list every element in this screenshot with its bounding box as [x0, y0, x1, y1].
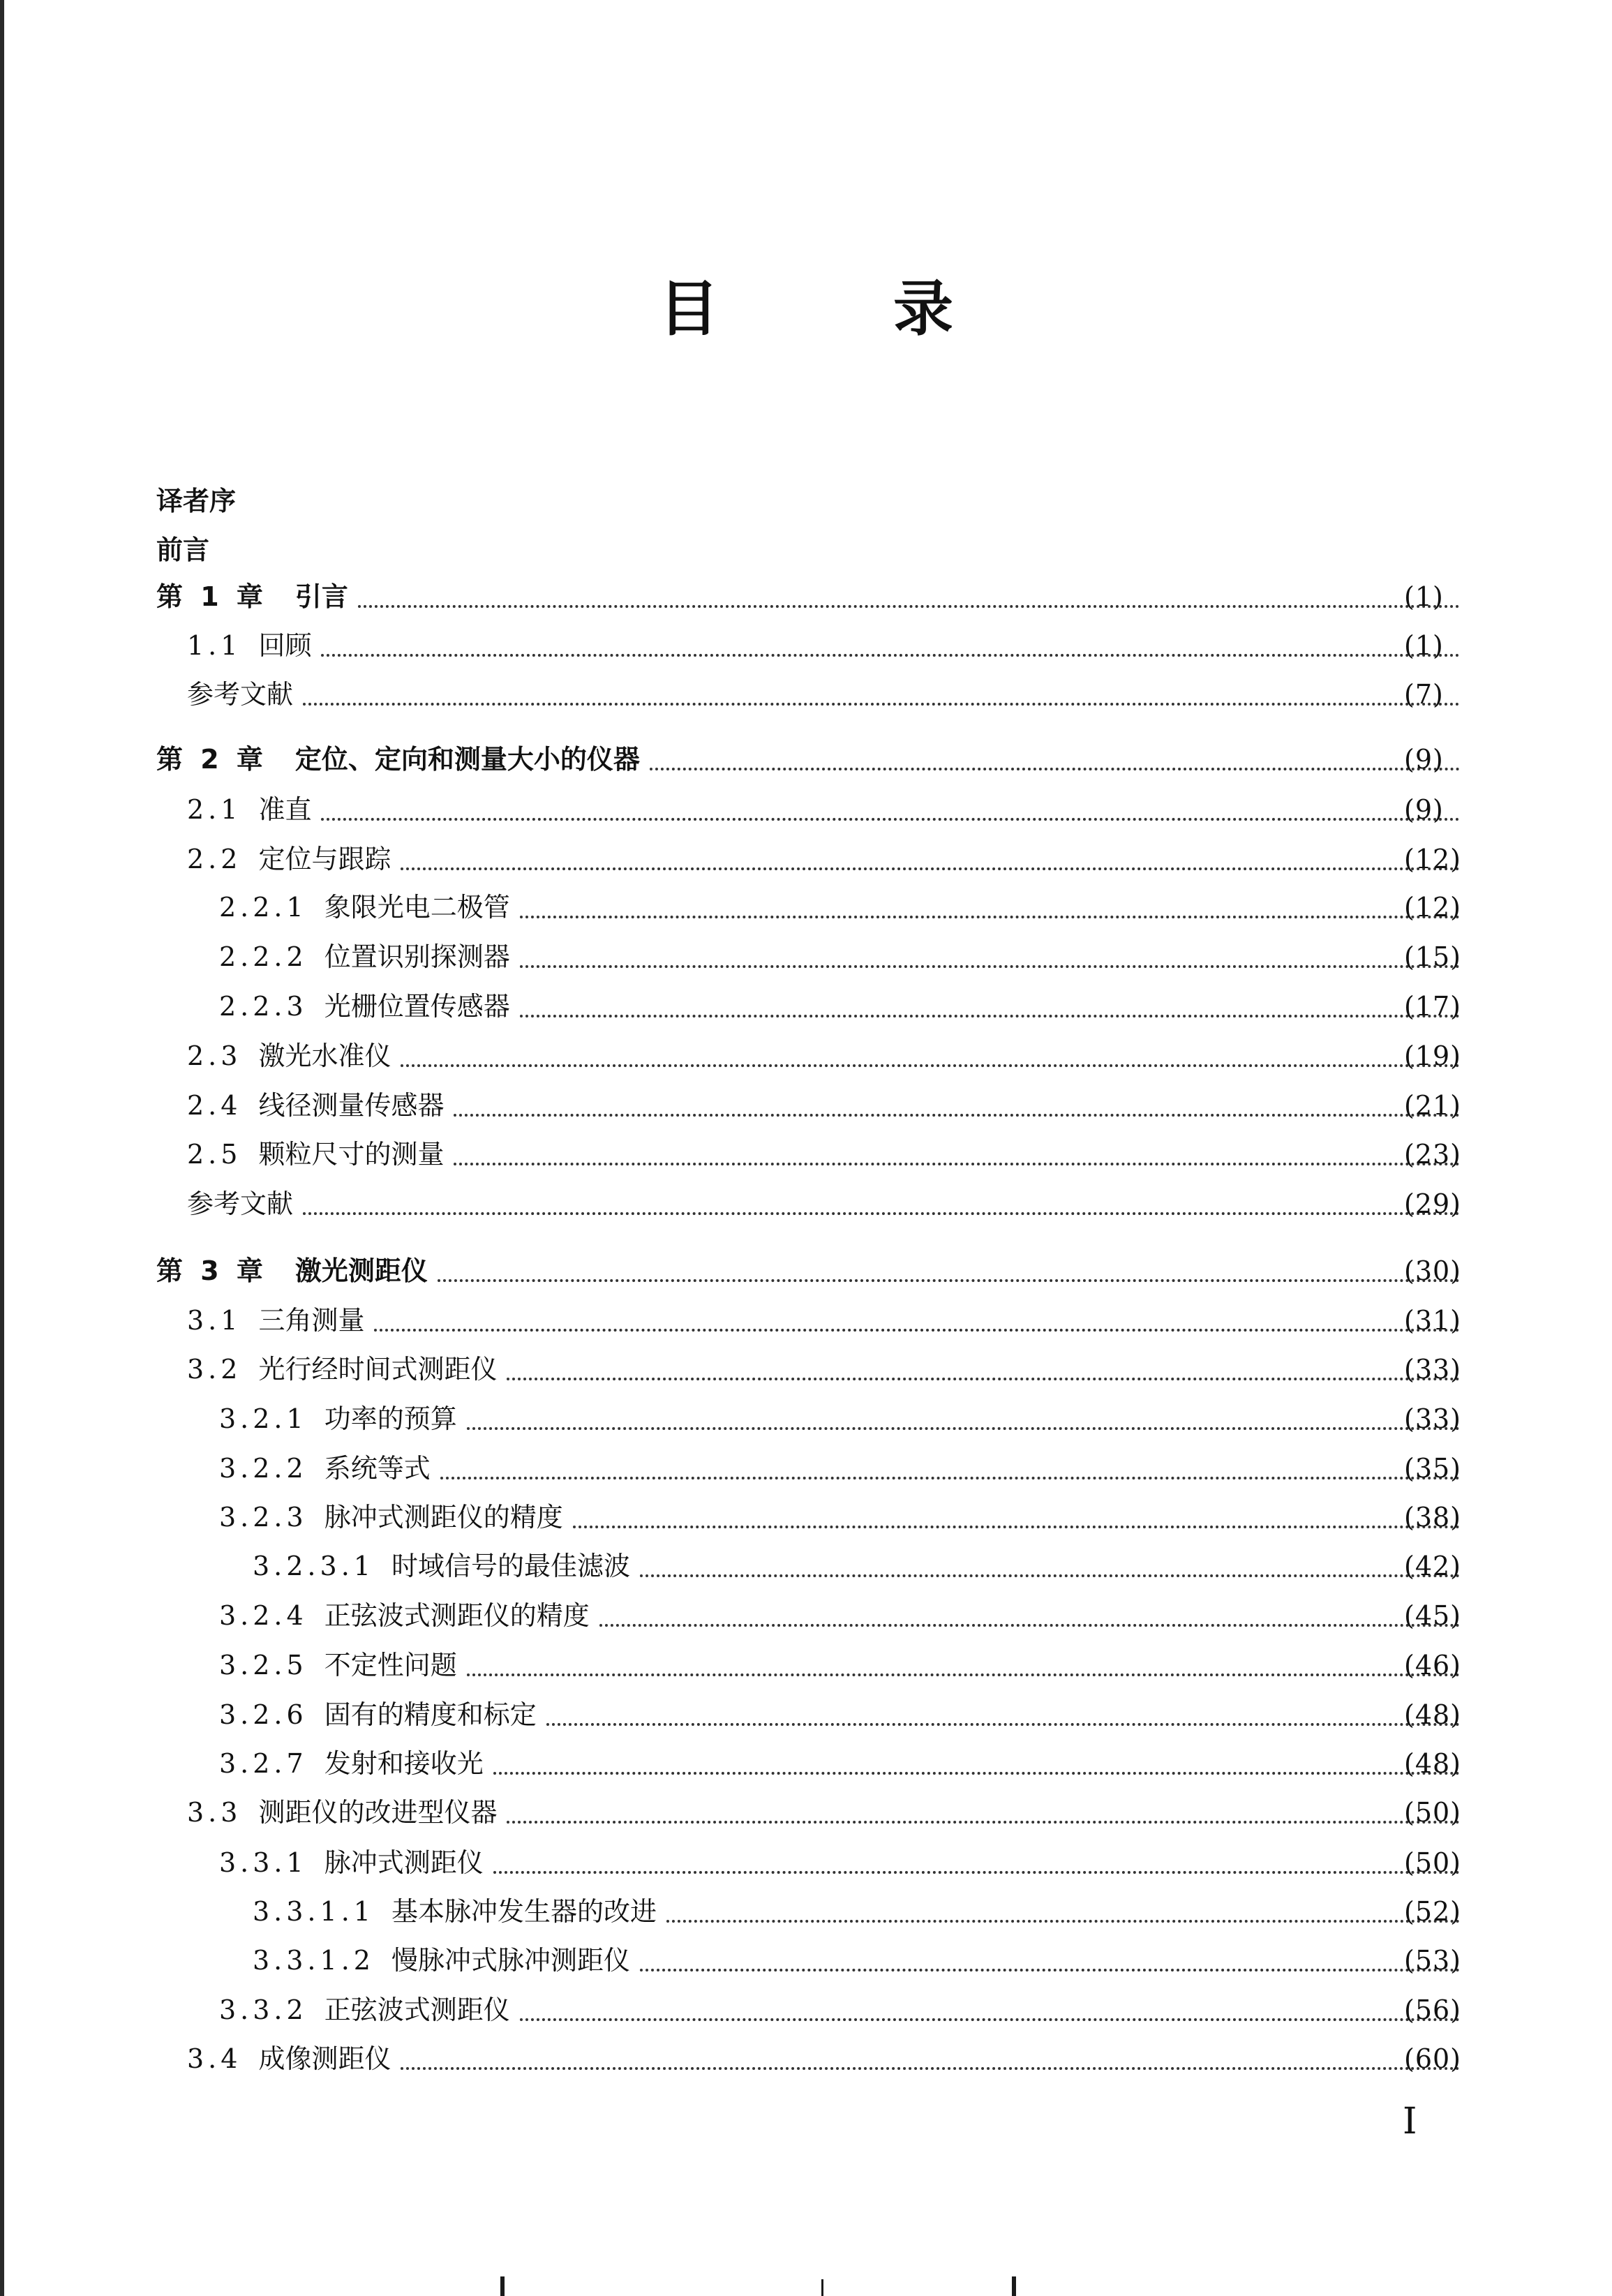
- toc-dot-leader: [546, 1723, 1460, 1726]
- toc-dot-leader: [358, 605, 1460, 608]
- toc-chapter-entry: [0, 740, 1612, 779]
- toc-entry-heading: [156, 482, 236, 521]
- toc-section-entry: [0, 1184, 1612, 1223]
- toc-dot-leader: [640, 1969, 1460, 1971]
- toc-chapter-entry: [0, 482, 1612, 521]
- toc-page-number: (19): [1404, 1041, 1462, 1071]
- toc-entry-heading: [219, 1646, 457, 1685]
- toc-entry-title: 回顾: [258, 630, 312, 661]
- toc-entry-heading: [187, 1184, 293, 1223]
- toc-section-entry: [0, 937, 1612, 976]
- toc-dot-leader: [520, 916, 1460, 918]
- toc-page-number: (30): [1404, 1255, 1462, 1286]
- toc-dot-leader: [493, 1772, 1460, 1775]
- toc-dot-leader: [467, 1427, 1460, 1430]
- toc-entry-heading: [187, 2039, 391, 2078]
- toc-entry-title: 定位、定向和测量大小的仪器: [294, 744, 640, 775]
- toc-entry-heading: [219, 1843, 484, 1882]
- toc-page-number: (1): [1404, 630, 1444, 661]
- toc-entry-heading: [253, 1892, 657, 1931]
- binding-tick-mark: [500, 2276, 505, 2296]
- toc-entry-number: 3.4: [187, 2043, 242, 2074]
- toc-entry-title: 光行经时间式测距仪: [258, 1354, 498, 1385]
- toc-entry-heading: [219, 937, 510, 976]
- toc-entry-number: 3.3.1.2: [253, 1945, 375, 1976]
- toc-dot-leader: [599, 1624, 1460, 1627]
- toc-entry-heading: [187, 1793, 497, 1832]
- toc-section-entry: [0, 1892, 1612, 1931]
- toc-entry-number: 2.2: [187, 844, 242, 874]
- toc-entry-title: 成像测距仪: [258, 2043, 391, 2074]
- toc-entry-number: 3.2.5: [219, 1650, 308, 1680]
- toc-dot-leader: [493, 1871, 1460, 1874]
- toc-entry-heading: [219, 1596, 590, 1635]
- toc-entry-title: 脉冲式测距仪的精度: [324, 1502, 563, 1533]
- toc-entry-title: 位置识别探测器: [324, 941, 510, 972]
- toc-dot-leader: [520, 1015, 1460, 1017]
- toc-section-entry: [0, 1843, 1612, 1882]
- toc-page-number: (46): [1404, 1650, 1462, 1680]
- toc-dot-leader: [401, 1064, 1460, 1067]
- toc-page-number: (9): [1404, 794, 1444, 825]
- toc-entry-number: 3.3.2: [219, 1995, 308, 2025]
- toc-section-entry: [0, 1135, 1612, 1174]
- toc-section-entry: [0, 1449, 1612, 1488]
- toc-entry-title: 译者序: [156, 486, 237, 516]
- toc-entry-heading: [187, 626, 311, 665]
- toc-dot-leader: [440, 1477, 1460, 1479]
- toc-section-entry: [0, 1301, 1612, 1340]
- toc-section-entry: [0, 1399, 1612, 1438]
- toc-page-number: (31): [1404, 1305, 1462, 1336]
- toc-page-number: (45): [1404, 1600, 1462, 1631]
- toc-page-number: (48): [1404, 1748, 1462, 1779]
- toc-dot-leader: [520, 2018, 1460, 2021]
- toc-entry-title: 慢脉冲式脉冲测距仪: [391, 1945, 630, 1976]
- toc-dot-leader: [321, 818, 1460, 821]
- toc-entry-heading: [219, 987, 510, 1026]
- toc-page-number: (12): [1404, 892, 1462, 923]
- toc-section-entry: [0, 790, 1612, 829]
- toc-chapter-entry: [0, 1251, 1612, 1290]
- toc-entry-title: 不定性问题: [324, 1650, 457, 1680]
- toc-entry-number: 第 2 章: [156, 744, 267, 775]
- toc-entry-heading: [187, 675, 293, 714]
- toc-entry-title: 发射和接收光: [324, 1748, 484, 1779]
- toc-entry-title: 正弦波式测距仪: [324, 1995, 510, 2025]
- toc-page-number: (33): [1404, 1403, 1462, 1434]
- toc-entry-title: 脉冲式测距仪: [324, 1847, 484, 1878]
- toc-entry-number: 3.2.6: [219, 1699, 308, 1730]
- toc-page-number: (23): [1404, 1139, 1462, 1170]
- toc-entry-heading: [187, 1086, 444, 1125]
- toc-entry-number: 2.4: [187, 1090, 242, 1121]
- toc-entry-heading: [187, 1350, 497, 1389]
- toc-entry-title: 参考文献: [187, 679, 294, 710]
- toc-page-number: (60): [1404, 2043, 1462, 2074]
- toc-chapter-entry: [0, 577, 1612, 616]
- toc-entry-title: 时域信号的最佳滤波: [391, 1551, 630, 1581]
- binding-tick-mark: [1012, 2276, 1016, 2296]
- toc-page-number: (56): [1404, 1995, 1462, 2025]
- toc-page-number: (21): [1404, 1090, 1462, 1121]
- page-title: 目 录: [659, 274, 1030, 344]
- toc-entry-title: 三角测量: [258, 1305, 365, 1336]
- toc-entry-number: 3.3.1.1: [253, 1896, 375, 1927]
- toc-entry-title: 基本脉冲发生器的改进: [391, 1896, 657, 1927]
- toc-section-entry: [0, 675, 1612, 714]
- toc-section-entry: [0, 1498, 1612, 1537]
- toc-page-number: (48): [1404, 1699, 1462, 1730]
- toc-entry-number: 第 1 章: [156, 581, 267, 612]
- toc-dot-leader: [507, 1378, 1460, 1380]
- toc-entry-title: 系统等式: [324, 1453, 431, 1484]
- toc-entry-number: 3.2.1: [219, 1403, 308, 1434]
- toc-page-number: (50): [1404, 1797, 1462, 1828]
- toc-entry-number: 2.5: [187, 1139, 242, 1170]
- toc-page-number: (12): [1404, 844, 1462, 874]
- binding-tick-mark: [821, 2279, 823, 2296]
- toc-page-number: (7): [1404, 679, 1444, 710]
- toc-entry-number: 2.2.3: [219, 991, 308, 1022]
- toc-dot-leader: [374, 1329, 1460, 1332]
- toc-page-number: (1): [1404, 581, 1444, 612]
- page-folio: I: [1403, 2101, 1417, 2142]
- toc-entry-title: 激光测距仪: [294, 1255, 428, 1286]
- toc-entry-number: 1.1: [187, 630, 242, 661]
- toc-chapter-entry: [0, 530, 1612, 569]
- toc-entry-number: 3.2.3: [219, 1502, 308, 1533]
- toc-entry-number: 3.2: [187, 1354, 242, 1385]
- toc-entry-heading: [156, 1251, 428, 1290]
- toc-dot-leader: [467, 1673, 1460, 1676]
- toc-dot-leader: [650, 768, 1460, 770]
- toc-entry-heading: [219, 1695, 537, 1734]
- toc-section-entry: [0, 626, 1612, 665]
- toc-dot-leader: [520, 965, 1460, 968]
- toc-page-number: (52): [1404, 1896, 1462, 1927]
- toc-section-entry: [0, 1646, 1612, 1685]
- toc-entry-number: 3.2.2: [219, 1453, 308, 1484]
- toc-dot-leader: [454, 1114, 1460, 1117]
- toc-dot-leader: [321, 654, 1460, 657]
- toc-entry-title: 象限光电二极管: [324, 892, 510, 923]
- toc-entry-title: 正弦波式测距仪的精度: [324, 1600, 590, 1631]
- toc-page-number: (29): [1404, 1188, 1462, 1219]
- toc-entry-number: 2.3: [187, 1041, 242, 1071]
- toc-page-number: (50): [1404, 1847, 1462, 1878]
- toc-page-number: (42): [1404, 1551, 1462, 1581]
- toc-entry-number: 2.2.1: [219, 892, 308, 923]
- toc-entry-title: 准直: [258, 794, 312, 825]
- toc-dot-leader: [303, 703, 1460, 706]
- toc-entry-heading: [156, 530, 209, 569]
- toc-entry-title: 定位与跟踪: [258, 844, 391, 874]
- toc-section-entry: [0, 1596, 1612, 1635]
- toc-entry-title: 测距仪的改进型仪器: [258, 1797, 498, 1828]
- toc-entry-title: 颗粒尺寸的测量: [258, 1139, 445, 1170]
- toc-page-number: (33): [1404, 1354, 1462, 1385]
- toc-dot-leader: [507, 1821, 1460, 1824]
- toc-section-entry: [0, 987, 1612, 1026]
- toc-entry-heading: [253, 1941, 630, 1980]
- toc-section-entry: [0, 1546, 1612, 1586]
- toc-entry-heading: [187, 840, 391, 879]
- toc-entry-number: 3.2.3.1: [253, 1551, 375, 1581]
- toc-page-number: (15): [1404, 941, 1462, 972]
- toc-dot-leader: [640, 1574, 1460, 1577]
- toc-page-number: (35): [1404, 1453, 1462, 1484]
- toc-entry-heading: [187, 1135, 444, 1174]
- toc-entry-number: 2.1: [187, 794, 242, 825]
- toc-entry-heading: [219, 1744, 484, 1783]
- toc-entry-title: 前言: [156, 535, 210, 565]
- toc-entry-number: 2.2.2: [219, 941, 308, 972]
- toc-section-entry: [0, 1695, 1612, 1734]
- toc-entry-title: 固有的精度和标定: [324, 1699, 537, 1730]
- toc-entry-number: 3.3: [187, 1797, 242, 1828]
- toc-dot-leader: [666, 1920, 1460, 1923]
- toc-entry-heading: [187, 790, 311, 829]
- toc-section-entry: [0, 1990, 1612, 2029]
- toc-entry-heading: [219, 888, 510, 927]
- toc-page-number: (53): [1404, 1945, 1462, 1976]
- toc-entry-heading: [156, 577, 348, 616]
- toc-entry-title: 引言: [294, 581, 348, 612]
- toc-entry-number: 3.2.4: [219, 1600, 308, 1631]
- toc-entry-heading: [219, 1449, 431, 1488]
- toc-entry-title: 参考文献: [187, 1188, 294, 1219]
- toc-page-number: (38): [1404, 1502, 1462, 1533]
- toc-section-entry: [0, 1941, 1612, 1980]
- toc-entry-number: 第 3 章: [156, 1255, 267, 1286]
- toc-dot-leader: [573, 1526, 1460, 1528]
- toc-dot-leader: [401, 867, 1460, 870]
- toc-entry-heading: [187, 1036, 391, 1075]
- toc-section-entry: [0, 1350, 1612, 1389]
- toc-entry-title: 激光水准仪: [258, 1041, 391, 1071]
- toc-section-entry: [0, 1793, 1612, 1832]
- toc-entry-heading: [187, 1301, 364, 1340]
- toc-entry-title: 功率的预算: [324, 1403, 457, 1434]
- toc-entry-number: 3.2.7: [219, 1748, 308, 1779]
- toc-section-entry: [0, 1744, 1612, 1783]
- toc-entry-number: 3.3.1: [219, 1847, 308, 1878]
- toc-section-entry: [0, 2039, 1612, 2078]
- toc-section-entry: [0, 888, 1612, 927]
- toc-entry-heading: [219, 1498, 563, 1537]
- toc-section-entry: [0, 1086, 1612, 1125]
- toc-page-number: (17): [1404, 991, 1462, 1022]
- toc-dot-leader: [438, 1279, 1460, 1282]
- toc-entry-title: 线径测量传感器: [258, 1090, 445, 1121]
- toc-entry-heading: [219, 1399, 457, 1438]
- toc-section-entry: [0, 1036, 1612, 1075]
- toc-entry-heading: [219, 1990, 510, 2029]
- toc-entry-heading: [156, 740, 640, 779]
- toc-dot-leader: [454, 1163, 1460, 1165]
- toc-section-entry: [0, 840, 1612, 879]
- toc-dot-leader: [303, 1212, 1460, 1215]
- toc-dot-leader: [401, 2067, 1460, 2070]
- toc-entry-number: 3.1: [187, 1305, 242, 1336]
- toc-entry-title: 光栅位置传感器: [324, 991, 510, 1022]
- toc-page-number: (9): [1404, 744, 1444, 775]
- toc-entry-heading: [253, 1546, 630, 1586]
